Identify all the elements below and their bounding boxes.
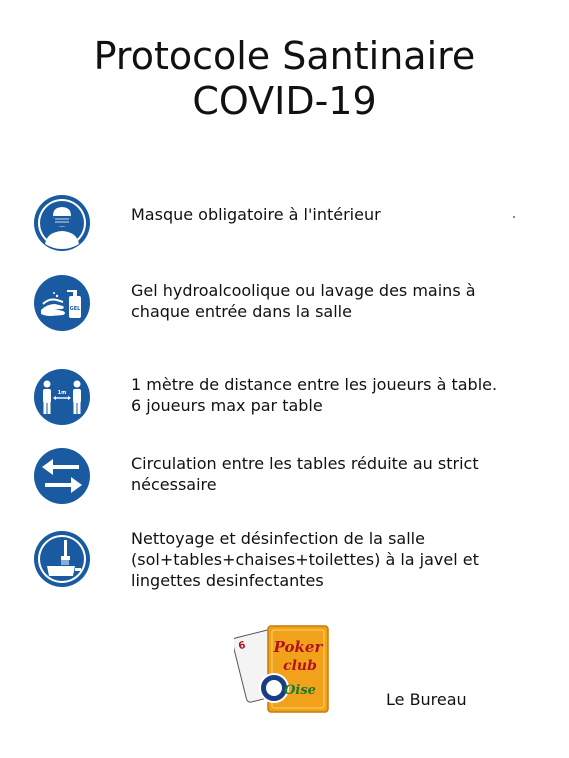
hand-sanitizer-icon xyxy=(33,274,91,332)
logo-text-oise: Oise xyxy=(284,683,316,698)
rule-text: Gel hydroalcoolique ou lavage des mains à chaque entrée dans la salle xyxy=(131,281,476,321)
logo-text-club: club xyxy=(283,658,317,674)
two-way-arrows-icon xyxy=(33,447,91,505)
rule-text: Circulation entre les tables réduite au strict nécessaire xyxy=(131,454,479,494)
poker-club-logo xyxy=(234,620,334,720)
title-line-1: Protocole Santinaire xyxy=(93,34,476,78)
logo-text-poker: Poker xyxy=(273,638,323,656)
social-distance-icon xyxy=(33,368,91,426)
cleaning-brush-icon xyxy=(33,530,91,588)
rule-text: Masque obligatoire à l'intérieur xyxy=(131,205,381,224)
card-corner-label: 6 xyxy=(237,639,247,653)
distance-label: 1m xyxy=(57,390,67,396)
page-title xyxy=(0,34,569,124)
stray-mark xyxy=(513,216,515,218)
gel-label: GEL xyxy=(69,306,81,312)
title-line-2: COVID-19 xyxy=(192,79,377,123)
signature: Le Bureau xyxy=(386,690,467,709)
rule-text: 1 mètre de distance entre les joueurs à table. 6 joueurs max par table xyxy=(131,375,498,415)
rule-text: Nettoyage et désinfection de la salle (sol+tables+chaises+toilettes) à la javel et lingettes desinfectantes xyxy=(131,529,479,590)
face-mask-icon xyxy=(33,194,91,252)
